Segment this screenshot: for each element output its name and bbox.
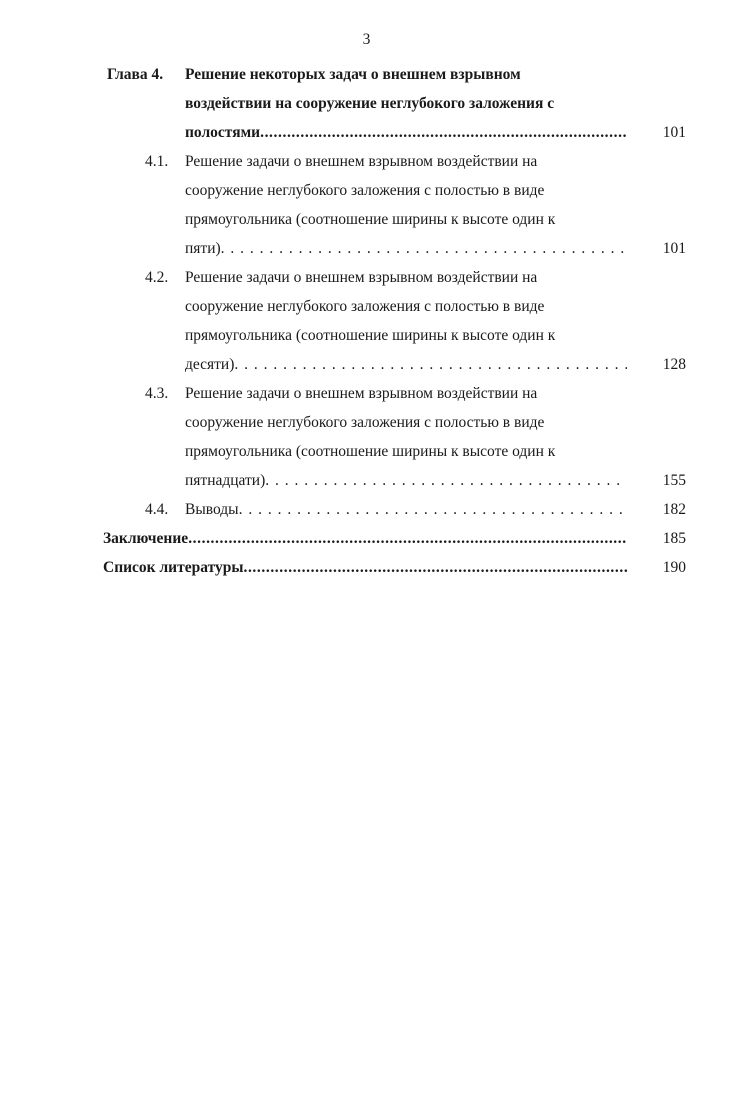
- conclusion-label: Заключение: [103, 530, 189, 547]
- leader-dots: [188, 530, 627, 548]
- section-number: 4.4.: [145, 501, 169, 518]
- section-title-line: прямоугольника (соотношение ширины к высоте один к: [185, 211, 556, 228]
- references-label: Список литературы: [103, 559, 244, 576]
- section-title-line: Решение задачи о внешнем взрывном воздействии на: [185, 385, 538, 402]
- section-title-last-line: [185, 501, 627, 519]
- section-page-number: 128: [662, 356, 686, 373]
- section-page-number: 155: [662, 472, 686, 489]
- section-title-last-line: [185, 240, 627, 258]
- section-title-line: пяти): [185, 240, 221, 257]
- section-title-line: Решение задачи о внешнем взрывном воздействии на: [185, 153, 538, 170]
- section-title-line: пятнадцати): [185, 472, 266, 489]
- leader-dots: [265, 472, 627, 490]
- chapter-label: Глава 4.: [107, 66, 164, 83]
- leader-dots: [221, 240, 627, 258]
- section-number: 4.2.: [145, 269, 169, 286]
- conclusion-page-number: 185: [662, 530, 686, 547]
- leader-dots: [239, 501, 627, 519]
- section-number: 4.3.: [145, 385, 169, 402]
- conclusion-line: [103, 530, 627, 548]
- section-title-line: прямоугольника (соотношение ширины к высоте один к: [185, 327, 556, 344]
- references-page-number: 190: [662, 559, 686, 576]
- section-title-line: сооружение неглубокого заложения с полостью в виде: [185, 414, 545, 431]
- leader-dots: [260, 124, 627, 142]
- section-title-line: сооружение неглубокого заложения с полостью в виде: [185, 182, 545, 199]
- leader-dots: [243, 559, 627, 577]
- section-number: 4.1.: [145, 153, 169, 170]
- chapter-page-number: 101: [662, 124, 686, 141]
- chapter-title-line: воздействии на сооружение неглубокого заложения с: [185, 95, 555, 112]
- section-title-line: сооружение неглубокого заложения с полостью в виде: [185, 298, 545, 315]
- chapter-title-last-line: [185, 124, 627, 142]
- section-title-line: прямоугольника (соотношение ширины к высоте один к: [185, 443, 556, 460]
- leader-dots: [234, 356, 627, 374]
- section-title-last-line: [185, 356, 627, 374]
- section-title-last-line: [185, 472, 627, 490]
- references-line: [103, 559, 627, 577]
- section-page-number: 182: [662, 501, 686, 518]
- section-title-line: Выводы: [185, 501, 239, 518]
- page-number: 3: [362, 31, 371, 48]
- chapter-title-line: Решение некоторых задач о внешнем взрывном: [185, 66, 521, 83]
- chapter-title-line: полостями: [185, 124, 261, 141]
- section-title-line: десяти): [185, 356, 235, 373]
- section-page-number: 101: [662, 240, 686, 257]
- section-title-line: Решение задачи о внешнем взрывном воздействии на: [185, 269, 538, 286]
